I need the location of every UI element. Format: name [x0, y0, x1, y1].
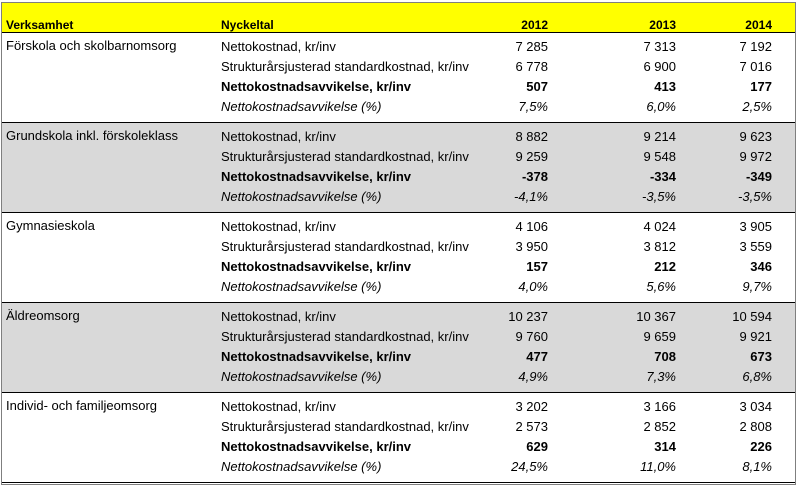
value-cell-2014: 226: [750, 439, 772, 454]
value-cell-2012: 10 237: [508, 309, 548, 324]
value-cell-2014: 346: [750, 259, 772, 274]
value-cell-2013: 212: [654, 259, 676, 274]
nettokostnad-row: [2, 396, 795, 416]
header-nyckeltal: Nyckeltal: [221, 18, 274, 32]
row-label: Strukturårsjusterad standardkostnad, kr/inv: [221, 239, 469, 254]
value-cell-2014: 2,5%: [742, 99, 772, 114]
value-cell-2014: 8,1%: [742, 459, 772, 474]
value-cell-2013: 3 166: [643, 399, 676, 414]
avvikelse-pct-row: [2, 456, 795, 476]
avvikelse-kr-row: [2, 436, 795, 456]
value-cell-2013: 708: [654, 349, 676, 364]
value-cell-2013: -3,5%: [642, 189, 676, 204]
value-cell-2014: 7 016: [739, 59, 772, 74]
row-label: Nettokostnad, kr/inv: [221, 399, 336, 414]
nettokostnad-row: [2, 36, 795, 56]
value-cell-2012: 629: [526, 439, 548, 454]
value-cell-2012: 7 285: [515, 39, 548, 54]
value-cell-2013: 6 900: [643, 59, 676, 74]
value-cell-2012: 2 573: [515, 419, 548, 434]
nettokostnad-row: [2, 126, 795, 146]
value-cell-2012: 9 760: [515, 329, 548, 344]
row-label: Nettokostnad, kr/inv: [221, 39, 336, 54]
value-cell-2014: 3 905: [739, 219, 772, 234]
value-cell-2014: 10 594: [732, 309, 772, 324]
row-label: Nettokostnadsavvikelse (%): [221, 459, 382, 474]
row-label: Nettokostnadsavvikelse (%): [221, 189, 382, 204]
value-cell-2013: 11,0%: [640, 459, 676, 474]
nettokostnad-row: [2, 216, 795, 236]
value-cell-2013: 413: [654, 79, 676, 94]
standardkostnad-row: [2, 236, 795, 256]
nettokostnad-row: [2, 306, 795, 326]
header-year-2012: 2012: [521, 18, 548, 32]
value-cell-2013: 9 659: [643, 329, 676, 344]
group-section: [2, 393, 795, 483]
avvikelse-kr-row: [2, 346, 795, 366]
avvikelse-kr-row: [2, 256, 795, 276]
value-cell-2012: 6 778: [515, 59, 548, 74]
value-cell-2014: 7 192: [739, 39, 772, 54]
group-section: [2, 213, 795, 303]
row-label: Nettokostnadsavvikelse (%): [221, 279, 382, 294]
value-cell-2014: 9 972: [739, 149, 772, 164]
avvikelse-kr-row: [2, 166, 795, 186]
value-cell-2013: 9 548: [643, 149, 676, 164]
standardkostnad-row: [2, 56, 795, 76]
row-label: Nettokostnadsavvikelse, kr/inv: [221, 349, 412, 364]
row-label: Nettokostnad, kr/inv: [221, 309, 336, 324]
value-cell-2012: 157: [526, 259, 548, 274]
group-section: [2, 123, 795, 213]
value-cell-2013: 314: [654, 439, 676, 454]
value-cell-2012: 7,5%: [518, 99, 548, 114]
value-cell-2014: 9 921: [739, 329, 772, 344]
row-label: Strukturårsjusterad standardkostnad, kr/inv: [221, 419, 469, 434]
value-cell-2014: 9 623: [739, 129, 772, 144]
value-cell-2012: 477: [526, 349, 548, 364]
group-name: Grundskola inkl. förskoleklass: [6, 128, 178, 143]
value-cell-2013: 4 024: [643, 219, 676, 234]
header-year-2014: 2014: [745, 18, 772, 32]
header-year-2013: 2013: [649, 18, 676, 32]
value-cell-2013: 2 852: [643, 419, 676, 434]
value-cell-2012: 9 259: [515, 149, 548, 164]
value-cell-2014: -3,5%: [738, 189, 772, 204]
avvikelse-kr-row: [2, 76, 795, 96]
table-header: [2, 3, 795, 33]
value-cell-2014: 3 559: [739, 239, 772, 254]
value-cell-2013: 5,6%: [646, 279, 676, 294]
row-label: Nettokostnad, kr/inv: [221, 219, 336, 234]
group-section: [2, 303, 795, 393]
value-cell-2014: 9,7%: [742, 279, 772, 294]
header-verksamhet: Verksamhet: [6, 18, 74, 32]
row-label: Nettokostnadsavvikelse (%): [221, 369, 382, 384]
value-cell-2012: -378: [521, 169, 548, 184]
row-label: Nettokostnadsavvikelse (%): [221, 99, 382, 114]
value-cell-2014: 177: [750, 79, 772, 94]
value-cell-2012: 3 202: [515, 399, 548, 414]
value-cell-2014: 3 034: [739, 399, 772, 414]
avvikelse-pct-row: [2, 186, 795, 206]
row-label: Nettokostnad, kr/inv: [221, 129, 336, 144]
row-label: Strukturårsjusterad standardkostnad, kr/inv: [221, 329, 469, 344]
value-cell-2012: -4,1%: [514, 189, 548, 204]
value-cell-2013: 3 812: [643, 239, 676, 254]
avvikelse-pct-row: [2, 96, 795, 116]
avvikelse-pct-row: [2, 366, 795, 386]
standardkostnad-row: [2, 416, 795, 436]
value-cell-2013: 9 214: [643, 129, 676, 144]
value-cell-2012: 507: [526, 79, 548, 94]
row-label: Nettokostnadsavvikelse, kr/inv: [221, 169, 412, 184]
avvikelse-pct-row: [2, 276, 795, 296]
group-name: Förskola och skolbarnomsorg: [6, 38, 177, 53]
value-cell-2013: 10 367: [636, 309, 676, 324]
value-cell-2012: 4 106: [515, 219, 548, 234]
value-cell-2013: 7,3%: [646, 369, 676, 384]
group-section: [2, 33, 795, 123]
value-cell-2013: 7 313: [643, 39, 676, 54]
cost-table: [1, 2, 796, 485]
value-cell-2012: 4,0%: [518, 279, 548, 294]
row-label: Nettokostnadsavvikelse, kr/inv: [221, 259, 412, 274]
value-cell-2012: 24,5%: [511, 459, 548, 474]
value-cell-2014: 6,8%: [742, 369, 772, 384]
row-label: Strukturårsjusterad standardkostnad, kr/inv: [221, 149, 469, 164]
value-cell-2012: 8 882: [515, 129, 548, 144]
group-name: Äldreomsorg: [6, 308, 80, 323]
value-cell-2014: 673: [750, 349, 772, 364]
value-cell-2012: 3 950: [515, 239, 548, 254]
group-name: Individ- och familjeomsorg: [6, 398, 158, 413]
value-cell-2013: -334: [649, 169, 676, 184]
standardkostnad-row: [2, 146, 795, 166]
value-cell-2012: 4,9%: [518, 369, 548, 384]
row-label: Strukturårsjusterad standardkostnad, kr/inv: [221, 59, 469, 74]
value-cell-2014: -349: [745, 169, 772, 184]
row-label: Nettokostnadsavvikelse, kr/inv: [221, 79, 412, 94]
group-name: Gymnasieskola: [6, 218, 95, 233]
row-label: Nettokostnadsavvikelse, kr/inv: [221, 439, 412, 454]
standardkostnad-row: [2, 326, 795, 346]
value-cell-2013: 6,0%: [646, 99, 676, 114]
value-cell-2014: 2 808: [739, 419, 772, 434]
